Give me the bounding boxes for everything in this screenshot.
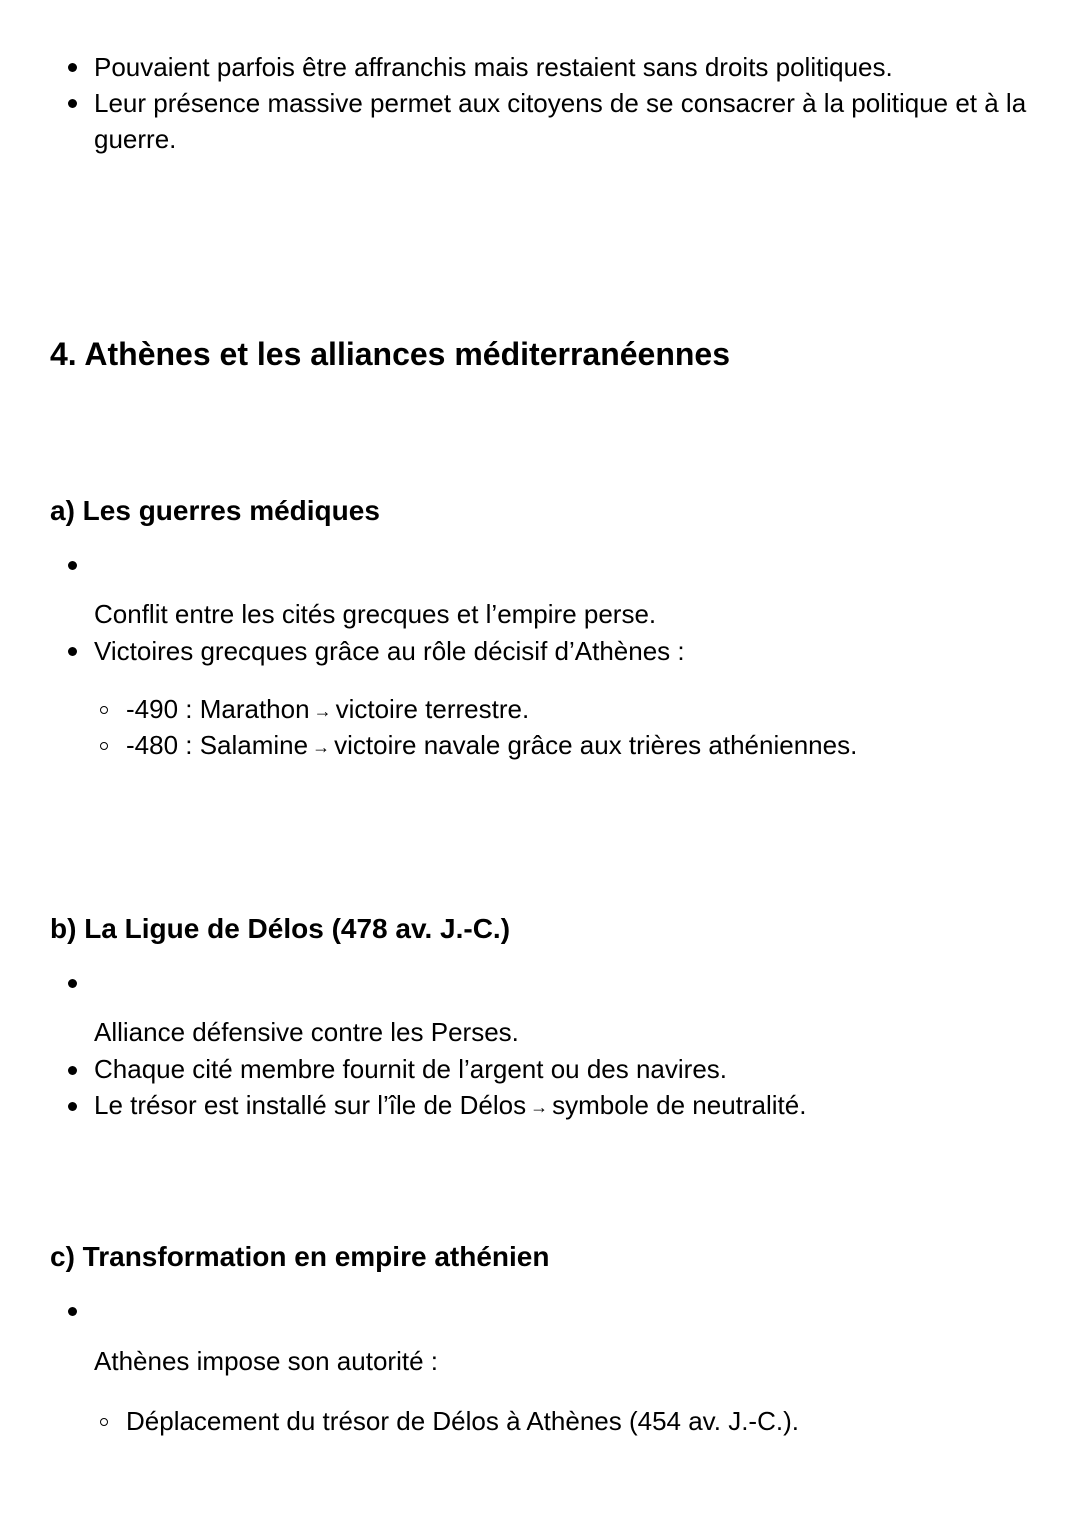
partC-item-1: Athènes impose son autorité : (94, 1346, 438, 1376)
section-heading: 4. Athènes et les alliances méditerranéennes (50, 336, 731, 372)
subitem-date: -490 : Marathon (126, 694, 310, 724)
arrow-right-icon: → (530, 1097, 549, 1117)
bullet-dot (68, 979, 77, 988)
subitem-result: victoire navale grâce aux trières athéniennes. (334, 730, 858, 760)
sub-bullet-circle (100, 742, 108, 750)
subitem-date: -480 : Salamine (126, 730, 309, 760)
bullet-dot (68, 99, 77, 108)
partC-subitem-1: Déplacement du trésor de Délos à Athènes (454 av. J.-C.). (126, 1406, 799, 1436)
intro-item-2: Leur présence massive permet aux citoyens de se consacrer à la politique et à la (94, 88, 1027, 118)
partA-subitem-2 (126, 727, 857, 766)
bullet-dot (68, 1066, 77, 1075)
partB-item-3 (94, 1087, 806, 1126)
partA-item-2: Victoires grecques grâce au rôle décisif d’Athènes : (94, 636, 685, 666)
bullet-dot (68, 63, 77, 72)
subitem-result: victoire terrestre. (335, 694, 530, 724)
subsection-heading-a: a) Les guerres médiques (50, 495, 380, 526)
bullet-dot (68, 647, 77, 656)
intro-item-1: Pouvaient parfois être affranchis mais restaient sans droits politiques. (94, 52, 893, 82)
partB-item-1: Alliance défensive contre les Perses. (94, 1017, 519, 1047)
arrow-right-icon: → (312, 737, 331, 757)
subsection-heading-b: b) La Ligue de Délos (478 av. J.-C.) (50, 913, 511, 944)
bullet-dot (68, 1102, 77, 1111)
partA-item-1: Conflit entre les cités grecques et l’empire perse. (94, 599, 657, 629)
sub-bullet-circle (100, 706, 108, 714)
partB-item-2: Chaque cité membre fournit de l’argent ou des navires. (94, 1054, 728, 1084)
sub-bullet-circle (100, 1418, 108, 1426)
bullet-dot (68, 561, 77, 570)
intro-item-2-continued: guerre. (94, 124, 177, 154)
bullet-dot (68, 1307, 77, 1316)
item-text-end: symbole de neutralité. (552, 1090, 807, 1120)
item-text-start: Le trésor est installé sur l’île de Délos (94, 1090, 527, 1120)
arrow-right-icon: → (313, 701, 332, 721)
subsection-heading-c: c) Transformation en empire athénien (50, 1241, 550, 1272)
partA-subitem-1 (126, 691, 529, 730)
